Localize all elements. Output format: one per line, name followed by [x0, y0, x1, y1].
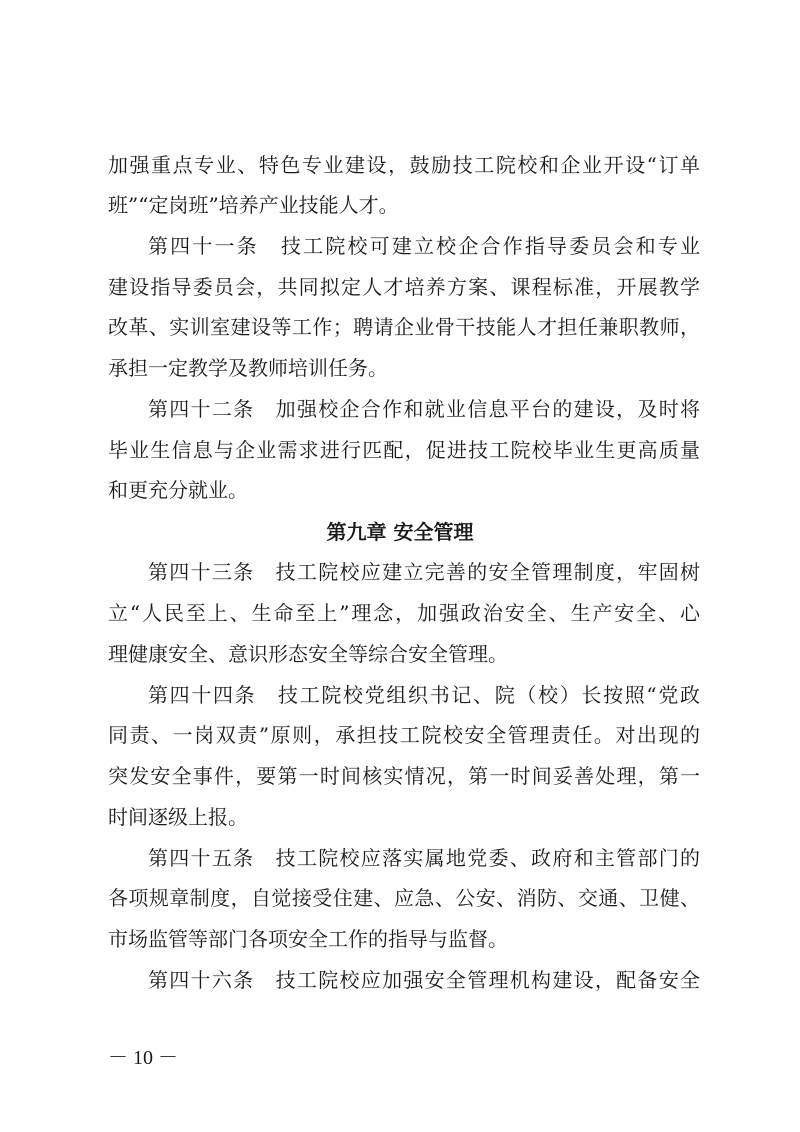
text-line: 各项规章制度，自觉接受住建、应急、公安、消防、交通、卫健、 — [108, 886, 700, 910]
text-line: 和更充分就业。 — [108, 478, 248, 502]
article-44-start: 第四十四条 技工院校党组织书记、院（校）长按照“党政 — [148, 683, 700, 707]
text-line: 时间逐级上报。 — [108, 805, 248, 829]
text-line: 突发安全事件，要第一时间核实情况，第一时间妥善处理，第一 — [108, 764, 700, 788]
article-42-start: 第四十二条 加强校企合作和就业信息平台的建设，及时将 — [148, 397, 700, 421]
text-line: 建设指导委员会，共同拟定人才培养方案、课程标准，开展教学 — [108, 275, 700, 299]
text-line: 班”“定岗班”培养产业技能人才。 — [108, 193, 399, 217]
text-line: 加强重点专业、特色专业建设，鼓励技工院校和企业开设“订单 — [108, 153, 700, 177]
text-line: 理健康安全、意识形态安全等综合安全管理。 — [108, 642, 508, 666]
text-line: 市场监管等部门各项安全工作的指导与监督。 — [108, 927, 508, 951]
text-line: 改革、实训室建设等工作；聘请企业骨干技能人才担任兼职教师， — [108, 315, 700, 339]
text-line: 立“人民至上、生命至上”理念，加强政治安全、生产安全、心 — [108, 601, 700, 625]
text-line: 毕业生信息与企业需求进行匹配，促进技工院校毕业生更高质量 — [108, 438, 700, 462]
article-45-start: 第四十五条 技工院校应落实属地党委、政府和主管部门的 — [148, 846, 700, 870]
article-43-start: 第四十三条 技工院校应建立完善的安全管理制度，牢固树 — [148, 560, 700, 584]
article-46-start: 第四十六条 技工院校应加强安全管理机构建设，配备安全 — [148, 968, 700, 992]
text-line: 同责、一岗双责”原则，承担技工院校安全管理责任。对出现的 — [108, 723, 700, 747]
text-line: 承担一定教学及教师培训任务。 — [108, 356, 388, 380]
article-41-start: 第四十一条 技工院校可建立校企合作指导委员会和专业 — [148, 234, 700, 258]
chapter-heading: 第九章 安全管理 — [326, 520, 474, 544]
page-number: － 10 － — [108, 1047, 178, 1069]
